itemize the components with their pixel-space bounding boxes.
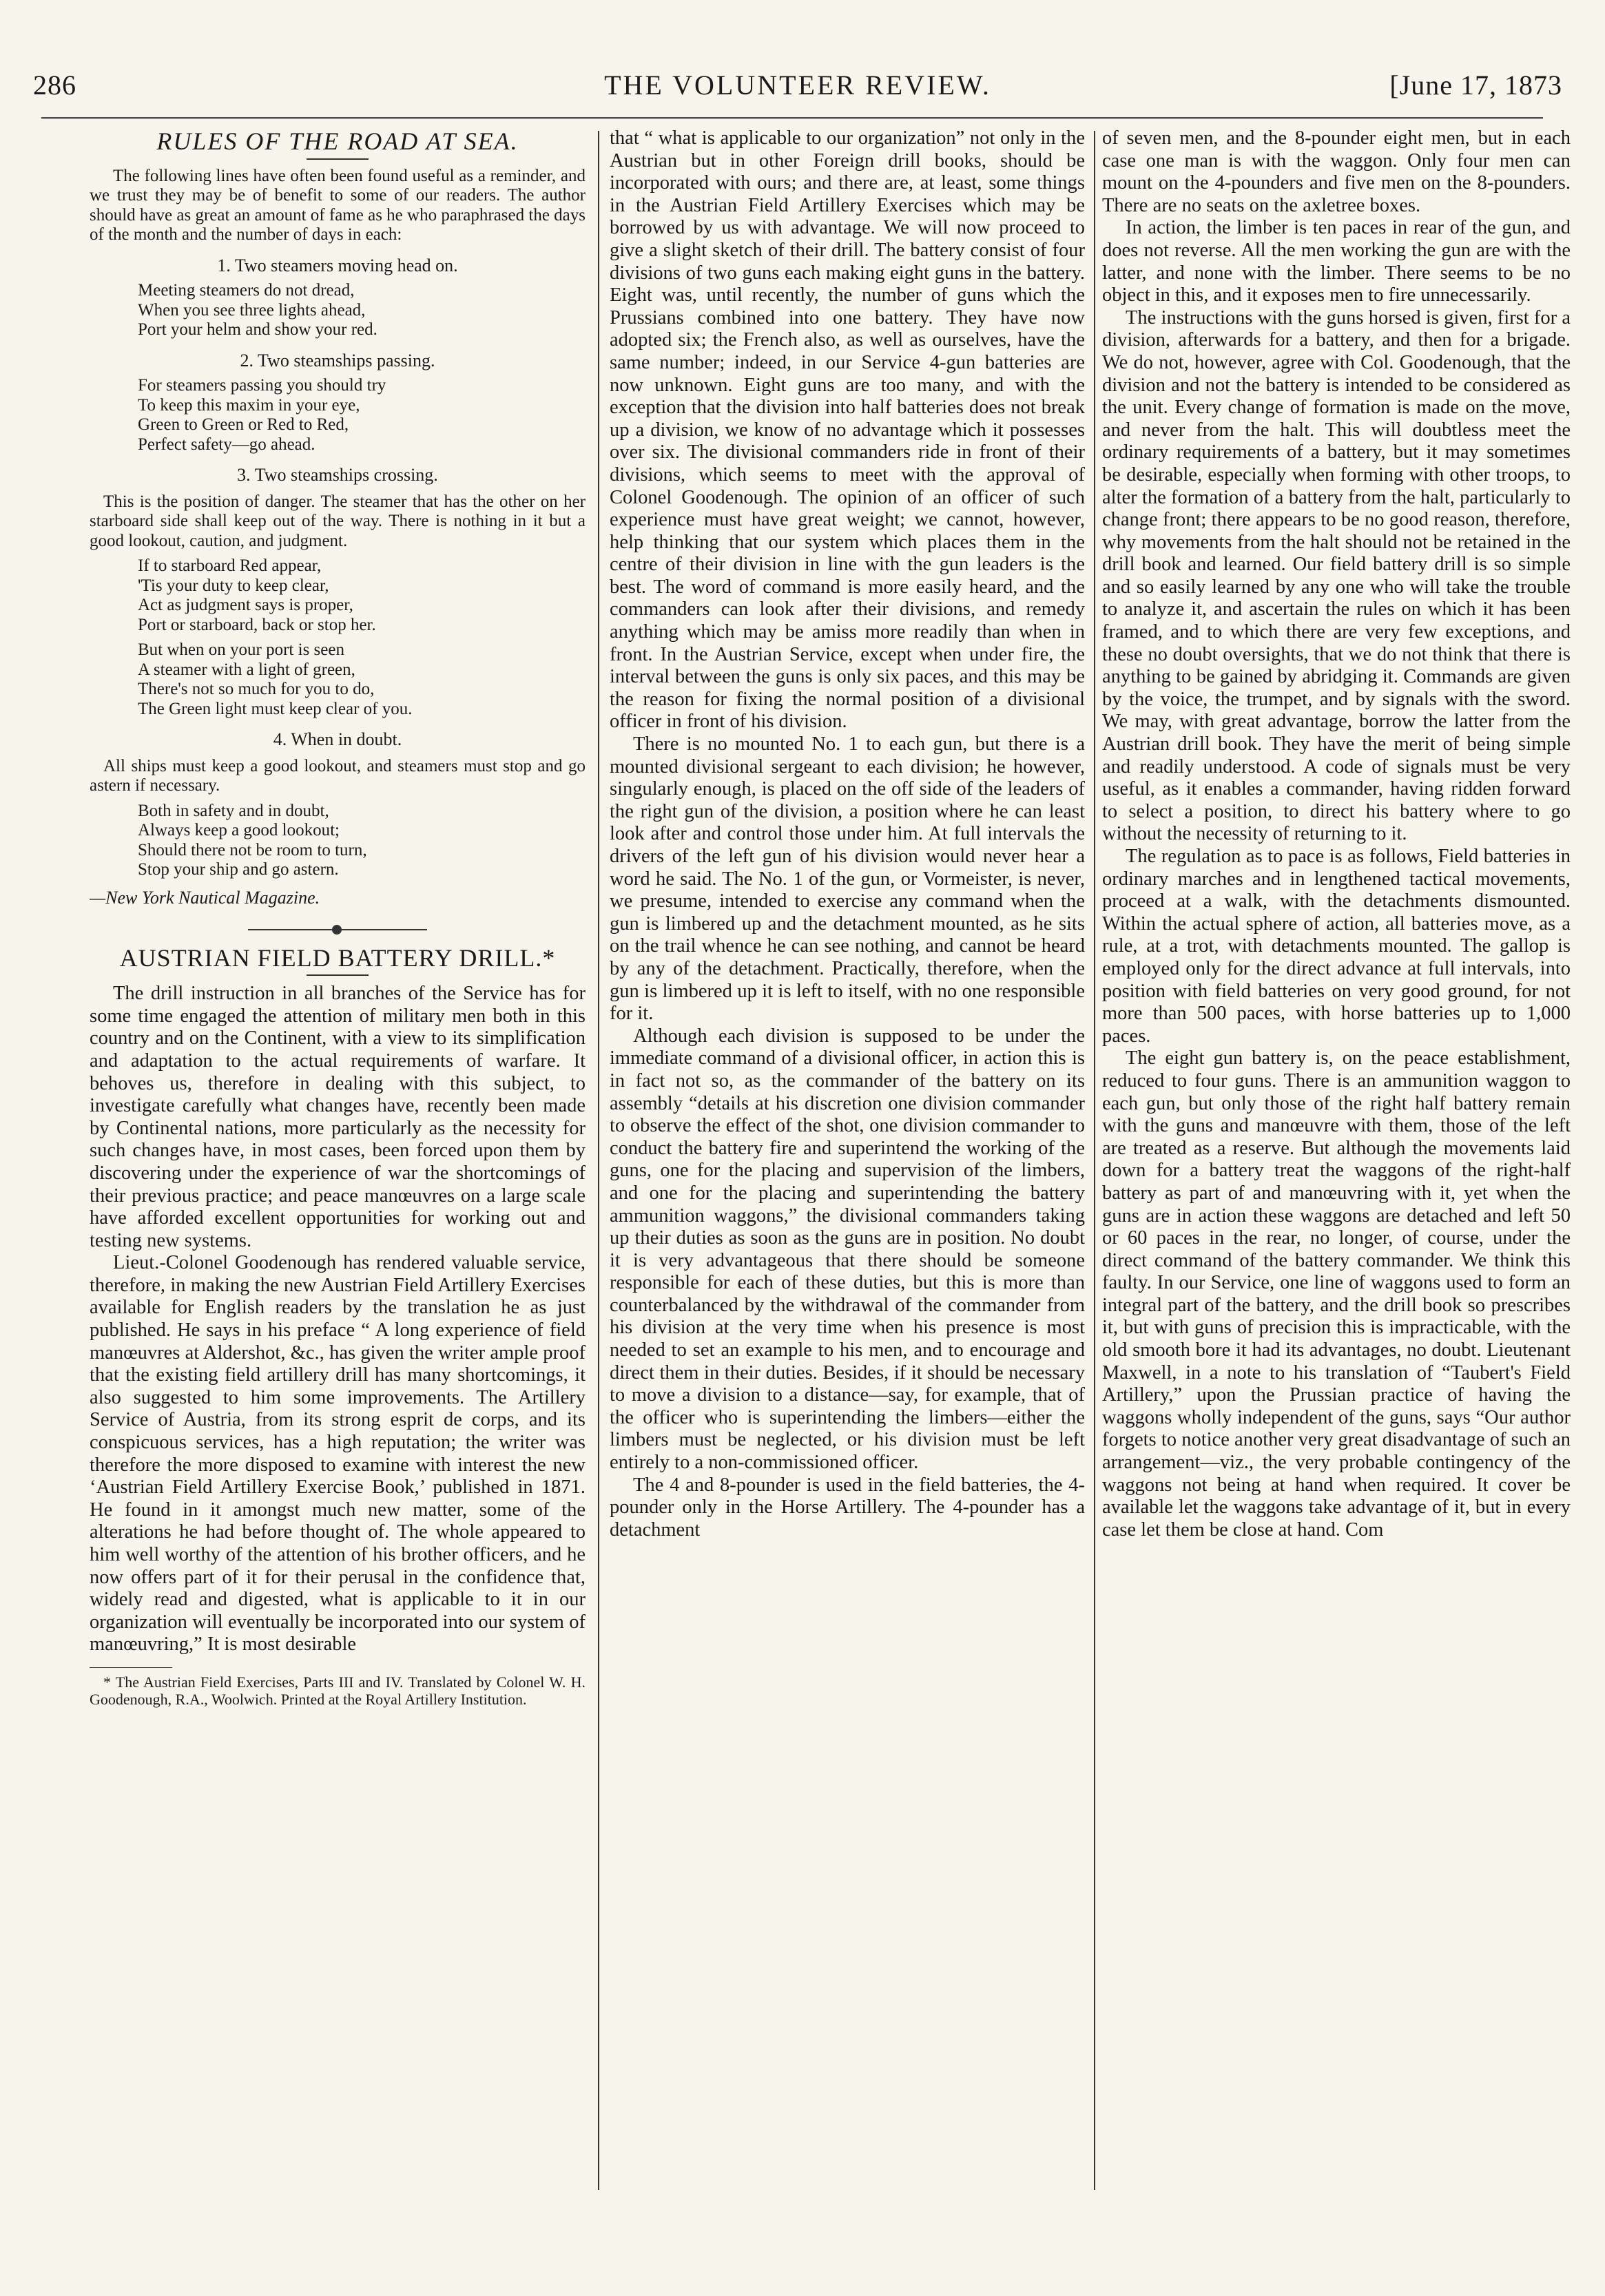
issue-date: [June 17, 1873 [1389,70,1562,101]
rule-heading-4: 4. When in doubt. [273,729,402,750]
verse-line: If to starboard Red appear, [138,556,322,576]
column-divider [598,131,599,2190]
verse-line: When you see three lights ahead, [138,300,366,320]
paragraph: The regulation as to pace is as follows, Field batteries in ordinary marches and in lengthened tactical movements, proceed at a walk, with the detachments dismounted. Within the actual sphere of action, all batteries move, as a rule, at a trot, with detachments mounted. The gallop is employed only for the direct advance at full intervals, into position with field batteries on very good ground, for not more than 500 paces, with horse batteries up to 1,000 paces. [1102,846,1571,1047]
verse-line: Always keep a good lookout; [138,821,340,840]
title-rule [307,974,369,976]
verse-line: Perfect safety—go ahead. [138,435,315,454]
article-title-rules-of-the-road: RULES OF THE ROAD AT SEA. [156,127,519,155]
verse-2 [90,376,586,455]
footnote-rule [90,1667,172,1668]
verse-line: Port your helm and show your red. [138,320,377,340]
paragraph: The eight gun battery is, on the peace establishment, reduced to four guns. There is an ammunition waggon to each gun, but only those of the right half battery remain with the guns and manœuvre with them, those of the left are treated as a reserve. But although the movements laid down for a battery treat the waggons of the right-half battery as part of and manœuvring with it, yet when the guns are in action these waggons are detached and left 50 or 60 paces in the rear, no longer, of course, under the direct command of the battery commander. We think this faulty. In our Service, one line of waggons used to form an integral part of the battery, and the drill book so prescribes it, but with guns of precision this is impracticable, with the old smooth bore it had its advantages, no doubt. Lieutenant Maxwell, in a note to his translation of “Taubert's Field Artillery,” upon the Prussian practice of having the waggons wholly independent of the guns, says “Our author forgets to notice another very great disadvantage of such an arrangement—viz., the very probable contingency of the waggons not being at hand when required. It cover be available let the waggons take advantage of it, but in every case let them be close at hand. Com [1102,1047,1571,1541]
column-3 [1102,127,1571,2193]
footnote: * The Austrian Field Exercises, Parts III and IV. Translated by Colonel W. H. Goodenough, R.A., Woolwich. Printed at the Royal Artillery Institution. [90,1673,586,1708]
verse-3b [90,640,586,719]
paragraph: There is no mounted No. 1 to each gun, but there is a mounted divisional sergeant to each division; he however, singularly enough, is placed on the off side of the leaders of the right gun of the division, a position where he can least look after and control those under him. At full intervals the drivers of the left gun of his division would never hear a word he said. The No. 1 of the gun, or Vormeister, is never, we presume, intended to exercise any command when the gun is limbered up and the detachment mounted, as he sits on the trail whence he can see nothing, and cannot be heard by any of the detachment. Practically, therefore, when the gun is limbered up it is left to itself, with no one responsible for it. [610,733,1085,1025]
verse-line: Should there not be room to turn, [138,840,367,859]
paragraph: that “ what is applicable to our organization” not only in the Austrian but in other Foreign drill books, should be incorporated with ours; and there are, at least, some things in the Austrian Field Artillery Exercises which may be borrowed by us with advantage. We will now proceed to give a slight sketch of their drill. The battery consist of four divisions of two guns each making eight guns in the battery. Eight was, until recently, the number of guns which the Prussians combined into one battery. They have now adopted six; the French also, as well as ourselves, have the same number; indeed, in our Service 4-gun batteries are now unknown. Eight guns are too many, and with the exception that the division into half batteries does not break up a division, we know of no advantage which it possesses over six. The divisional commanders ride in front of their divisions, which seems to meet with the approval of Colonel Goodenough. The opinion of an officer of such experience must have great weight; we cannot, however, help thinking that our system which places them in the centre of their division in line with the gun leaders is the best. The word of command is more easily heard, and the commanders can look after their divisions, and remedy anything which may be amiss more readily than when in front. In the Austrian Service, except when under fire, the interval between the guns is only six paces, and this may be the reason for fixing the normal position of a divisional officer in front of his division. [610,127,1085,733]
verse-line: Meeting steamers do not dread, [138,281,355,300]
rule-4-text: All ships must keep a good lookout, and steamers must stop and go astern if necessary. [90,756,586,795]
verse-3a [90,556,586,635]
rule-3-text: This is the position of danger. The steamer that has the other on her starboard side shall keep out of the way. There is nothing in it but a good lookout, caution, and judgment. [90,492,586,550]
title-rule [307,158,369,160]
paragraph: The instructions with the guns horsed is given, first for a division, afterwards for a battery, and then for a brigade. We do not, however, agree with Col. Goodenough, that the division and not the battery is intended to be considered as the unit. Every change of formation is made on the move, and never from the halt. This will doubtless meet the ordinary requirements of a battery, but it may sometimes be desirable, especially when forming with other troops, to alter the formation of a battery from the halt, particularly to change front; there appears to be no good reason, therefore, why movements from the halt should not be retained in the drill book and learned. Our field battery drill is so simple and so easily learned by any one who will take the trouble to analyze it, and ascertain the rules on which it has been framed, and to which there are very few exceptions, and these no doubt oversights, that we do not think that there is anything to be gained by abridging it. Commands are given by the voice, the trumpet, and by signals with the sword. We may, with great advantage, borrow the latter from the Austrian drill book. They have the merit of being simple and readily understood. A code of signals must be very useful, as it enables a commander, having ridden forward to select a position, to direct his battery where to go without the necessity of returning to it. [1102,306,1571,845]
article-divider [248,929,427,930]
verse-line: But when on your port is seen [138,640,344,660]
verse-line: Act as judgment says is proper, [138,596,353,615]
rule-heading-1: 1. Two steamers moving head on. [217,255,458,275]
paragraph: Lieut.-Colonel Goodenough has rendered valuable service, therefore, in making the new Austrian Field Artillery Exercises available for English readers by the translation he as just published. He says in his preface “ A long experience of field manœuvres at Aldershot, &c., has given the writer ample proof that the existing field artillery drill has many shortcomings, it also suggested to him some improvements. The Artillery Service of Austria, from its strong esprit de corps, and its conspicuous services, has a high reputation; the writer was therefore the more disposed to examine with interest the new ‘Austrian Field Artillery Exercise Book,’ published in 1871. He found in it amongst much new matter, some of the alterations he had before thought of. The whole appeared to him well worthy of the attention of his brother officers, and he now offers part of it for their perusal in the confidence that, widely read and digested, what is applicable to it in our organization will eventually be incorporated into our system of manœuvring,” It is most desirable [90,1252,586,1656]
paragraph: Although each division is supposed to be under the immediate command of a divisional officer, in action this is in fact not so, as the commander of the battery on its assembly “details at his discretion one division commander to observe the effect of the shot, one division commander to conduct the battery fire and superintend the working of the guns, one for the placing and supervision of the limbers, and one for the placing and superintending the battery ammunition waggons,” the divisional commanders taking up their duties as soon as the guns are in position. No doubt it is very advantageous that there should be someone responsible for each of these duties, but this is more than counterbalanced by the withdrawal of the commander from his division at the very time when his presence is most needed to set an example to his men, and to encourage and direct them in their duties. Besides, if it should be necessary to move a division to a distance—say, for example, that of the officer who is superintending the limbers—either the limbers must be neglected, or his division must be left entirely to a non-commissioned officer. [610,1025,1085,1474]
paragraph: In action, the limber is ten paces in rear of the gun, and does not reverse. All the men working the gun are with the latter, and none with the limber. There seems to be no object in this, and it exposes men to fire unnecessarily. [1102,217,1571,306]
rules-attribution: —New York Nautical Magazine. [90,887,320,908]
verse-4 [90,802,586,880]
article-title-austrian-drill: AUSTRIAN FIELD BATTERY DRILL.* [119,943,556,972]
journal-title: THE VOLUNTEER REVIEW. [604,70,991,101]
column-divider [1094,131,1095,2190]
rules-intro: The following lines have often been found useful as a reminder, and we trust they may be of benefit to some of our readers. The author should have as great an amount of fame as he who paraphrased the days of the month and the number of days in each: [90,166,586,244]
column-2 [610,127,1085,2193]
verse-line: For steamers passing you should try [138,376,386,395]
column-1 [90,127,586,2193]
paragraph: The 4 and 8-pounder is used in the field batteries, the 4-pounder only in the Horse Artillery. The 4-pounder has a detachment [610,1474,1085,1541]
verse-line: Stop your ship and go astern. [138,860,339,879]
rule-heading-2: 2. Two steamships passing. [240,350,435,371]
verse-line: Port or starboard, back or stop her. [138,615,376,634]
verse-line: There's not so much for you to do, [138,680,375,699]
rule-heading-3: 3. Two steamships crossing. [237,465,438,486]
verse-line: Green to Green or Red to Red, [138,415,349,435]
page-header [33,69,1562,110]
verse-line: To keep this maxim in your eye, [138,395,360,415]
verse-1 [90,281,586,340]
verse-line: A steamer with a light of green, [138,660,355,679]
paragraph: of seven men, and the 8-pounder eight men, but in each case one man is with the waggon. Only four men can mount on the 4-pounders and five men on the 8-pounders. There are no seats on the axletree boxes. [1102,127,1571,216]
verse-line: The Green light must keep clear of you. [138,699,413,718]
page-number: 286 [33,70,76,101]
header-rule [41,117,1543,119]
verse-line: 'Tis your duty to keep clear, [138,576,329,595]
paragraph: The drill instruction in all branches of the Service has for some time engaged the attention of military men both in this country and on the Continent, with a view to its simplification and adaptation to the actual requirements of warfare. It behoves us, therefore in dealing with this subject, to investigate carefully what changes have, recently been made by Continental nations, more particularly as the necessity for such changes have, in most cases, been forced upon them by discovering under the experience of war the shortcomings of their previous practice; and peace manœuvres on a large scale have afforded excellent opportunities for working out and testing new systems. [90,983,586,1251]
verse-line: Both in safety and in doubt, [138,801,329,820]
